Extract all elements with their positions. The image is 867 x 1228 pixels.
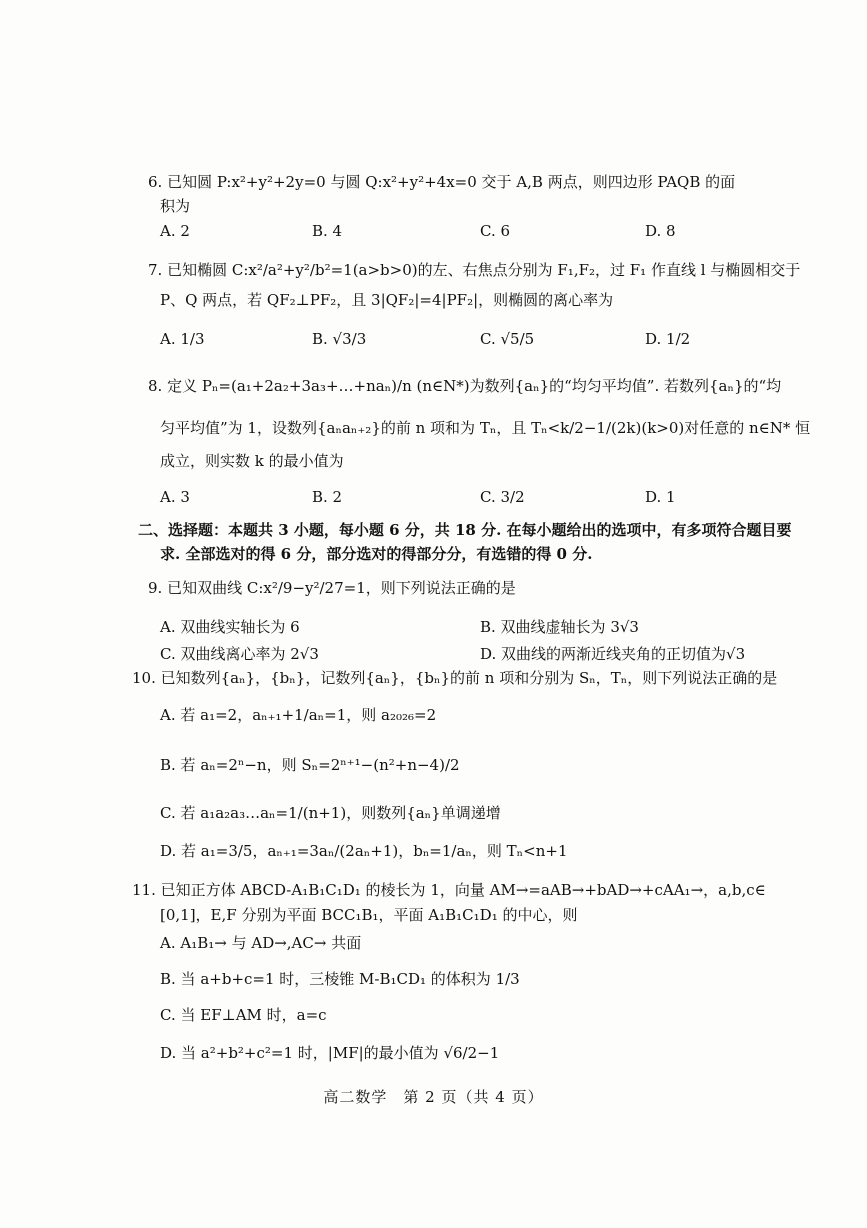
q6-option-d: D. 8 xyxy=(645,222,676,240)
q9-option-b: B. 双曲线虚轴长为 3√3 xyxy=(480,618,639,636)
q11-stem-line1: 11. 已知正方体 ABCD-A₁B₁C₁D₁ 的棱长为 1，向量 AM→=aAB→+bAD→+cAA₁→，a,b,c∈ xyxy=(132,881,766,899)
q9-stem: 9. 已知双曲线 C:x²/9−y²/27=1，则下列说法正确的是 xyxy=(148,579,516,597)
q8-option-d: D. 1 xyxy=(645,488,676,506)
q10-option-b: B. 若 aₙ=2ⁿ−n，则 Sₙ=2ⁿ⁺¹−(n²+n−4)/2 xyxy=(160,756,460,774)
q8-option-c: C. 3/2 xyxy=(480,488,525,506)
q7-stem-line2: P、Q 两点，若 QF₂⊥PF₂，且 3|QF₂|=4|PF₂|，则椭圆的离心率为 xyxy=(160,291,614,309)
q10-option-d: D. 若 a₁=3/5，aₙ₊₁=3aₙ/(2aₙ+1)，bₙ=1/aₙ，则 Tₙ<n+1 xyxy=(160,842,568,860)
q6-stem-line2: 积为 xyxy=(160,197,191,215)
q8-stem-line2: 匀平均值”为 1，设数列{aₙaₙ₊₂}的前 n 项和为 Tₙ，且 Tₙ<k/2−1/(2k)(k>0)对任意的 n∈N* 恒 xyxy=(160,419,811,437)
q6-option-b: B. 4 xyxy=(312,222,343,240)
q7-option-b: B. √3/3 xyxy=(312,330,367,348)
q7-option-d: D. 1/2 xyxy=(645,330,691,348)
q9-option-c: C. 双曲线离心率为 2√3 xyxy=(160,645,319,663)
q8-stem-line1: 8. 定义 Pₙ=(a₁+2a₂+3a₃+…+naₙ)/n (n∈N*)为数列{aₙ}的“均匀平均值”. 若数列{aₙ}的“均 xyxy=(148,377,782,395)
q9-option-d: D. 双曲线的两渐近线夹角的正切值为√3 xyxy=(480,645,746,663)
q6-option-a: A. 2 xyxy=(160,222,190,240)
q7-option-a: A. 1/3 xyxy=(160,330,205,348)
q9-option-a: A. 双曲线实轴长为 6 xyxy=(160,618,300,636)
q11-option-b: B. 当 a+b+c=1 时，三棱锥 M-B₁CD₁ 的体积为 1/3 xyxy=(160,970,520,988)
q7-stem-line1: 7. 已知椭圆 C:x²/a²+y²/b²=1(a>b>0)的左、右焦点分别为 F₁,F₂，过 F₁ 作直线 l 与椭圆相交于 xyxy=(148,261,801,279)
q10-option-c: C. 若 a₁a₂a₃…aₙ=1/(n+1)，则数列{aₙ}单调递增 xyxy=(160,804,501,822)
q8-option-b: B. 2 xyxy=(312,488,343,506)
q6-stem-line1: 6. 已知圆 P:x²+y²+2y=0 与圆 Q:x²+y²+4x=0 交于 A,B 两点，则四边形 PAQB 的面 xyxy=(148,173,736,191)
section-2-heading-line2: 求. 全部选对的得 6 分，部分选对的得部分分，有选错的得 0 分. xyxy=(160,545,593,563)
q11-option-c: C. 当 EF⊥AM 时，a=c xyxy=(160,1006,327,1024)
section-2-heading-line1: 二、选择题：本题共 3 小题，每小题 6 分，共 18 分. 在每小题给出的选项中，有多项符合题目要 xyxy=(138,521,792,539)
q8-option-a: A. 3 xyxy=(160,488,190,506)
q8-stem-line3: 成立，则实数 k 的最小值为 xyxy=(160,452,344,470)
page-footer: 高二数学 第 2 页（共 4 页） xyxy=(323,1088,544,1106)
q6-option-c: C. 6 xyxy=(480,222,511,240)
q10-stem: 10. 已知数列{aₙ}，{bₙ}，记数列{aₙ}，{bₙ}的前 n 项和分别为 Sₙ，Tₙ，则下列说法正确的是 xyxy=(132,669,778,687)
q10-option-a: A. 若 a₁=2，aₙ₊₁+1/aₙ=1，则 a₂₀₂₆=2 xyxy=(160,706,437,724)
q11-stem-line2: [0,1]，E,F 分别为平面 BCC₁B₁，平面 A₁B₁C₁D₁ 的中心，则 xyxy=(160,906,578,924)
q11-option-d: D. 当 a²+b²+c²=1 时，|MF|的最小值为 √6/2−1 xyxy=(160,1044,500,1062)
q7-option-c: C. √5/5 xyxy=(480,330,535,348)
q11-option-a: A. A₁B₁→ 与 AD→,AC→ 共面 xyxy=(160,934,362,952)
